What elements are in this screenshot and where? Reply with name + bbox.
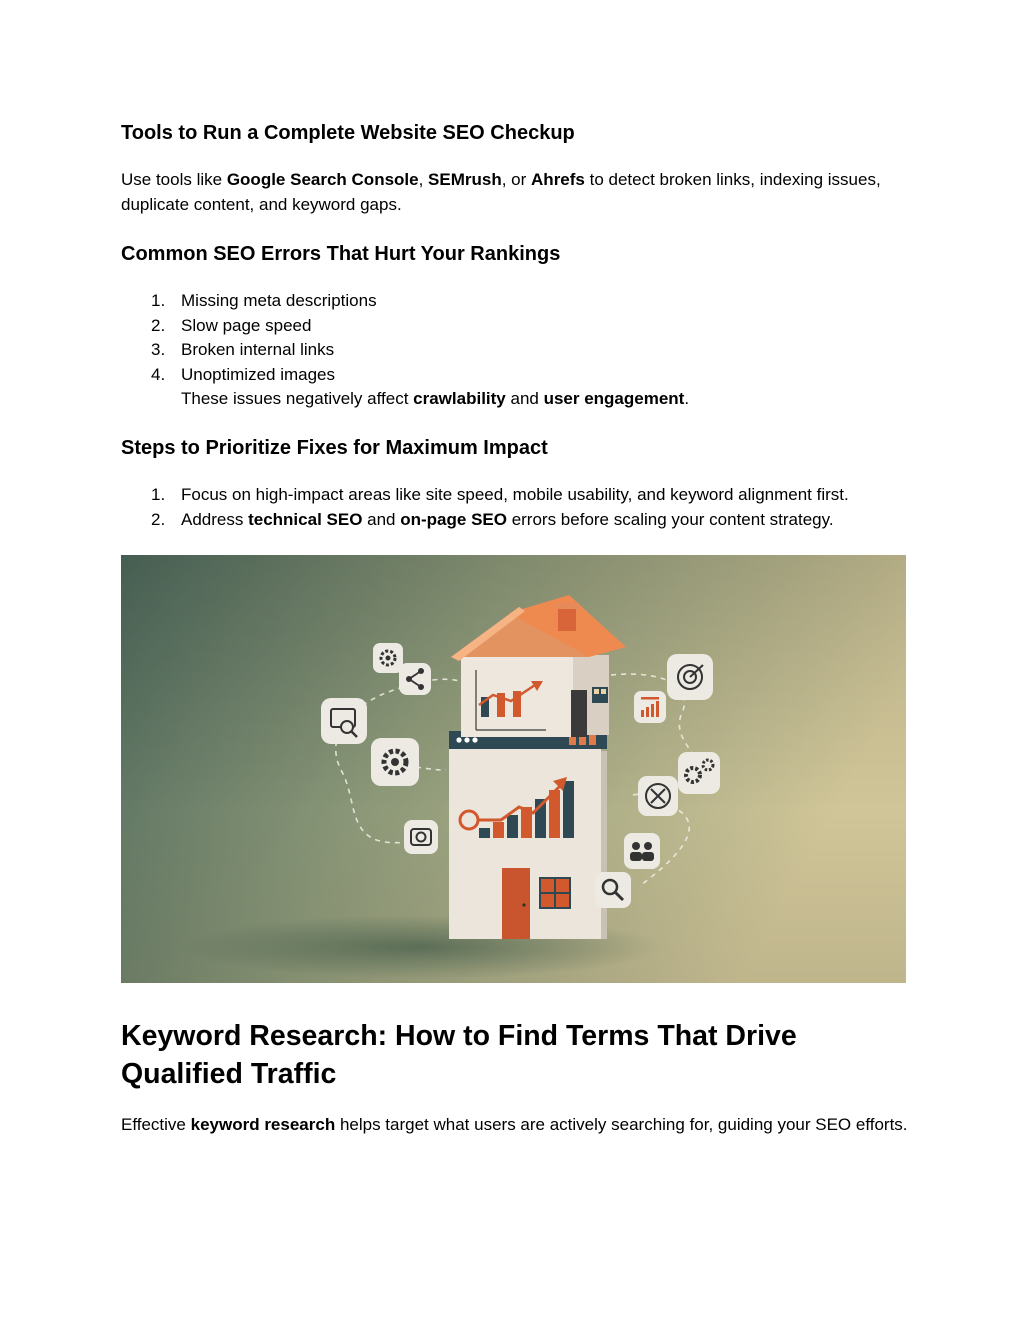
keyword-paragraph: Effective keyword research helps target what users are actively searching for, guiding your SEO efforts. [121,1115,908,1134]
share-icon [399,663,431,695]
errors-list [121,289,911,412]
section-heading-keyword-research: Keyword Research: How to Find Terms That Drive Qualified Traffic [121,1020,797,1090]
list-item: 4. Unoptimized images [151,364,336,384]
list-item: 1. Missing meta descriptions [151,291,377,310]
section-heading-errors: Common SEO Errors That Hurt Your Rankings [121,243,561,265]
search-icon [595,872,631,908]
building-browser [449,731,607,939]
tool-ahrefs: Ahrefs [531,170,585,189]
target-icon [667,654,713,700]
list-item: 1. Focus on high-impact areas like site speed, mobile usability, and keyword alignment first. [151,485,849,504]
list-item-note: These issues negatively affect crawlability and user engagement. [181,389,690,408]
review-icon [321,698,367,744]
settings-icon [371,738,419,786]
tool-google-search-console: Google Search Console [226,170,419,189]
seo-house-illustration [121,555,906,983]
gear-icon [373,643,403,673]
steps-list [121,483,911,532]
tool-semrush: SEMrush [428,170,502,189]
users-icon [624,833,660,869]
tools-paragraph: Use tools like Google Search Console, SEMrush, or Ahrefs to detect broken links, indexing issues, duplicate content, and keyword gaps. [121,170,881,214]
section-heading-prioritize: Steps to Prioritize Fixes for Maximum Impact [121,437,548,459]
camera-icon [404,820,438,854]
bar-chart-icon [634,691,666,723]
compass-icon [638,776,678,816]
section-heading-tools: Tools to Run a Complete Website SEO Checkup [121,122,575,144]
list-item: 2. Slow page speed [151,315,312,335]
list-item: 3. Broken internal links [151,340,335,359]
list-item: 2. Address technical SEO and on-page SEO errors before scaling your content strategy. [151,509,834,529]
gears-icon [678,752,720,794]
